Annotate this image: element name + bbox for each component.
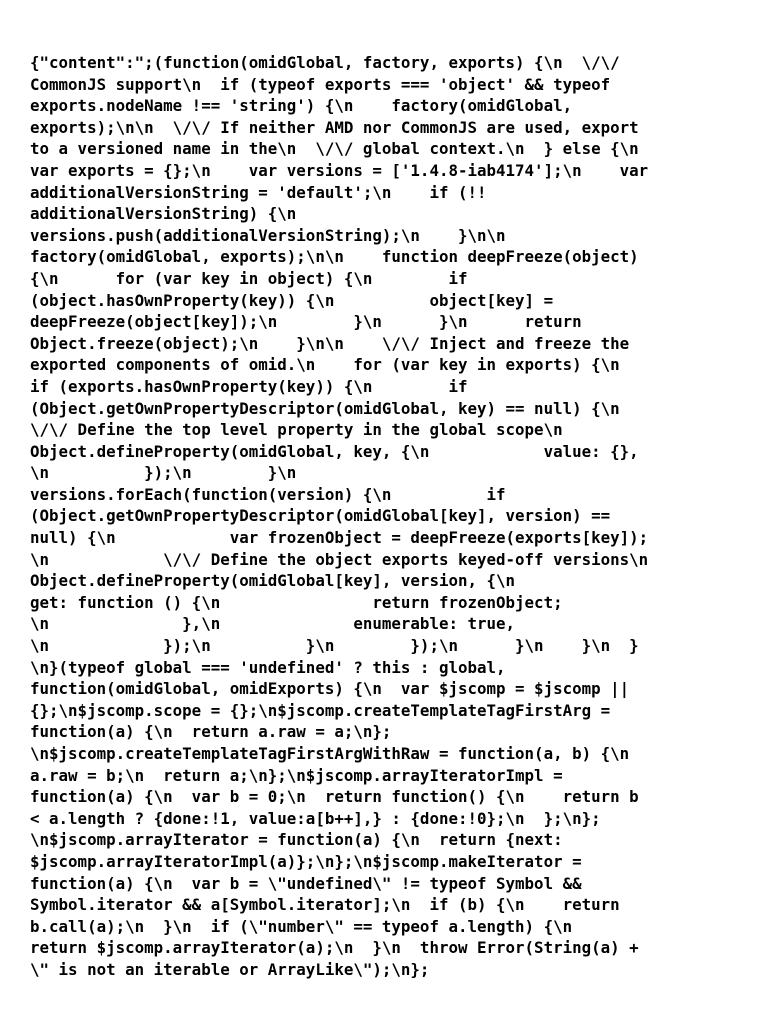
- code-line: var exports = {};\n var versions = ['1.4.8-iab4174'];\n var: [30, 160, 649, 180]
- code-line: return $jscomp.arrayIterator(a);\n }\n throw Error(String(a) +: [30, 938, 639, 958]
- code-line: additionalVersionString = 'default';\n if (!!: [30, 182, 487, 202]
- code-line: (Object.getOwnPropertyDescriptor(omidGlobal, key) == null) {\n: [30, 398, 620, 418]
- code-line: function(omidGlobal, omidExports) {\n var $jscomp = $jscomp ||: [30, 679, 630, 699]
- code-line: Symbol.iterator && a[Symbol.iterator];\n if (b) {\n return: [30, 895, 620, 915]
- code-line: exports.nodeName !== 'string') {\n factory(omidGlobal,: [30, 96, 573, 116]
- code-line: function(a) {\n var b = 0;\n return function() {\n return b: [30, 787, 639, 807]
- code-line: {};\n$jscomp.scope = {};\n$jscomp.createTemplateTagFirstArg =: [30, 700, 611, 720]
- code-line: $jscomp.arrayIteratorImpl(a)};\n};\n$jscomp.makeIterator =: [30, 851, 582, 871]
- code-line: to a versioned name in the\n \/\/ global context.\n } else {\n: [30, 139, 639, 159]
- code-line: function(a) {\n var b = \"undefined\" != typeof Symbol &&: [30, 873, 582, 893]
- code-line: {\n for (var key in object) {\n if: [30, 268, 468, 288]
- code-line: a.raw = b;\n return a;\n};\n$jscomp.arrayIteratorImpl =: [30, 765, 563, 785]
- code-line: \n });\n }\n: [30, 463, 297, 483]
- code-line: Object.freeze(object);\n }\n\n \/\/ Inject and freeze the: [30, 333, 630, 353]
- code-line: (object.hasOwnProperty(key)) {\n object[key] =: [30, 290, 554, 310]
- code-line: \n$jscomp.createTemplateTagFirstArgWithRaw = function(a, b) {\n: [30, 744, 630, 763]
- code-line: versions.forEach(function(version) {\n if: [30, 484, 506, 504]
- code-line: \n \/\/ Define the object exports keyed-off versions\n: [30, 549, 649, 569]
- code-line: function(a) {\n return a.raw = a;\n};: [30, 722, 392, 742]
- code-line: if (exports.hasOwnProperty(key)) {\n if: [30, 376, 468, 396]
- code-line: \n$jscomp.arrayIterator = function(a) {\n return {next:: [30, 830, 563, 850]
- code-line: \n });\n }\n });\n }\n }\n }: [30, 636, 639, 656]
- code-line: \/\/ Define the top level property in the global scope\n: [30, 420, 563, 440]
- code-line: {"content":";(function(omidGlobal, factory, exports) {\n \/\/: [30, 53, 620, 72]
- code-line: exported components of omid.\n for (var key in exports) {\n: [30, 355, 620, 375]
- code-line: deepFreeze(object[key]);\n }\n }\n return: [30, 312, 582, 332]
- code-line: null) {\n var frozenObject = deepFreeze(exports[key]);: [30, 528, 649, 548]
- code-line: \" is not an iterable or ArrayLike\");\n};: [30, 959, 430, 979]
- code-line: versions.push(additionalVersionString);\n }\n\n: [30, 225, 506, 245]
- code-line: get: function () {\n return frozenObject;: [30, 592, 563, 612]
- code-line: \n}(typeof global === 'undefined' ? this : global,: [30, 657, 506, 677]
- code-line: additionalVersionString) {\n: [30, 204, 297, 224]
- code-line: Object.defineProperty(omidGlobal, key, {\n value: {},: [30, 441, 639, 461]
- raw-json-code-text: [30, 52, 768, 981]
- code-line: factory(omidGlobal, exports);\n\n function deepFreeze(object): [30, 247, 639, 267]
- code-line: b.call(a);\n }\n if (\"number\" == typeof a.length) {\n: [30, 916, 573, 936]
- code-line: \n },\n enumerable: true,: [30, 614, 516, 634]
- code-line: < a.length ? {done:!1, value:a[b++],} : {done:!0};\n };\n};: [30, 808, 601, 828]
- code-line: CommonJS support\n if (typeof exports === 'object' && typeof: [30, 74, 611, 94]
- code-line: (Object.getOwnPropertyDescriptor(omidGlobal[key], version) ==: [30, 506, 611, 526]
- code-line: exports);\n\n \/\/ If neither AMD nor CommonJS are used, export: [30, 117, 639, 137]
- code-line: Object.defineProperty(omidGlobal[key], version, {\n: [30, 571, 516, 591]
